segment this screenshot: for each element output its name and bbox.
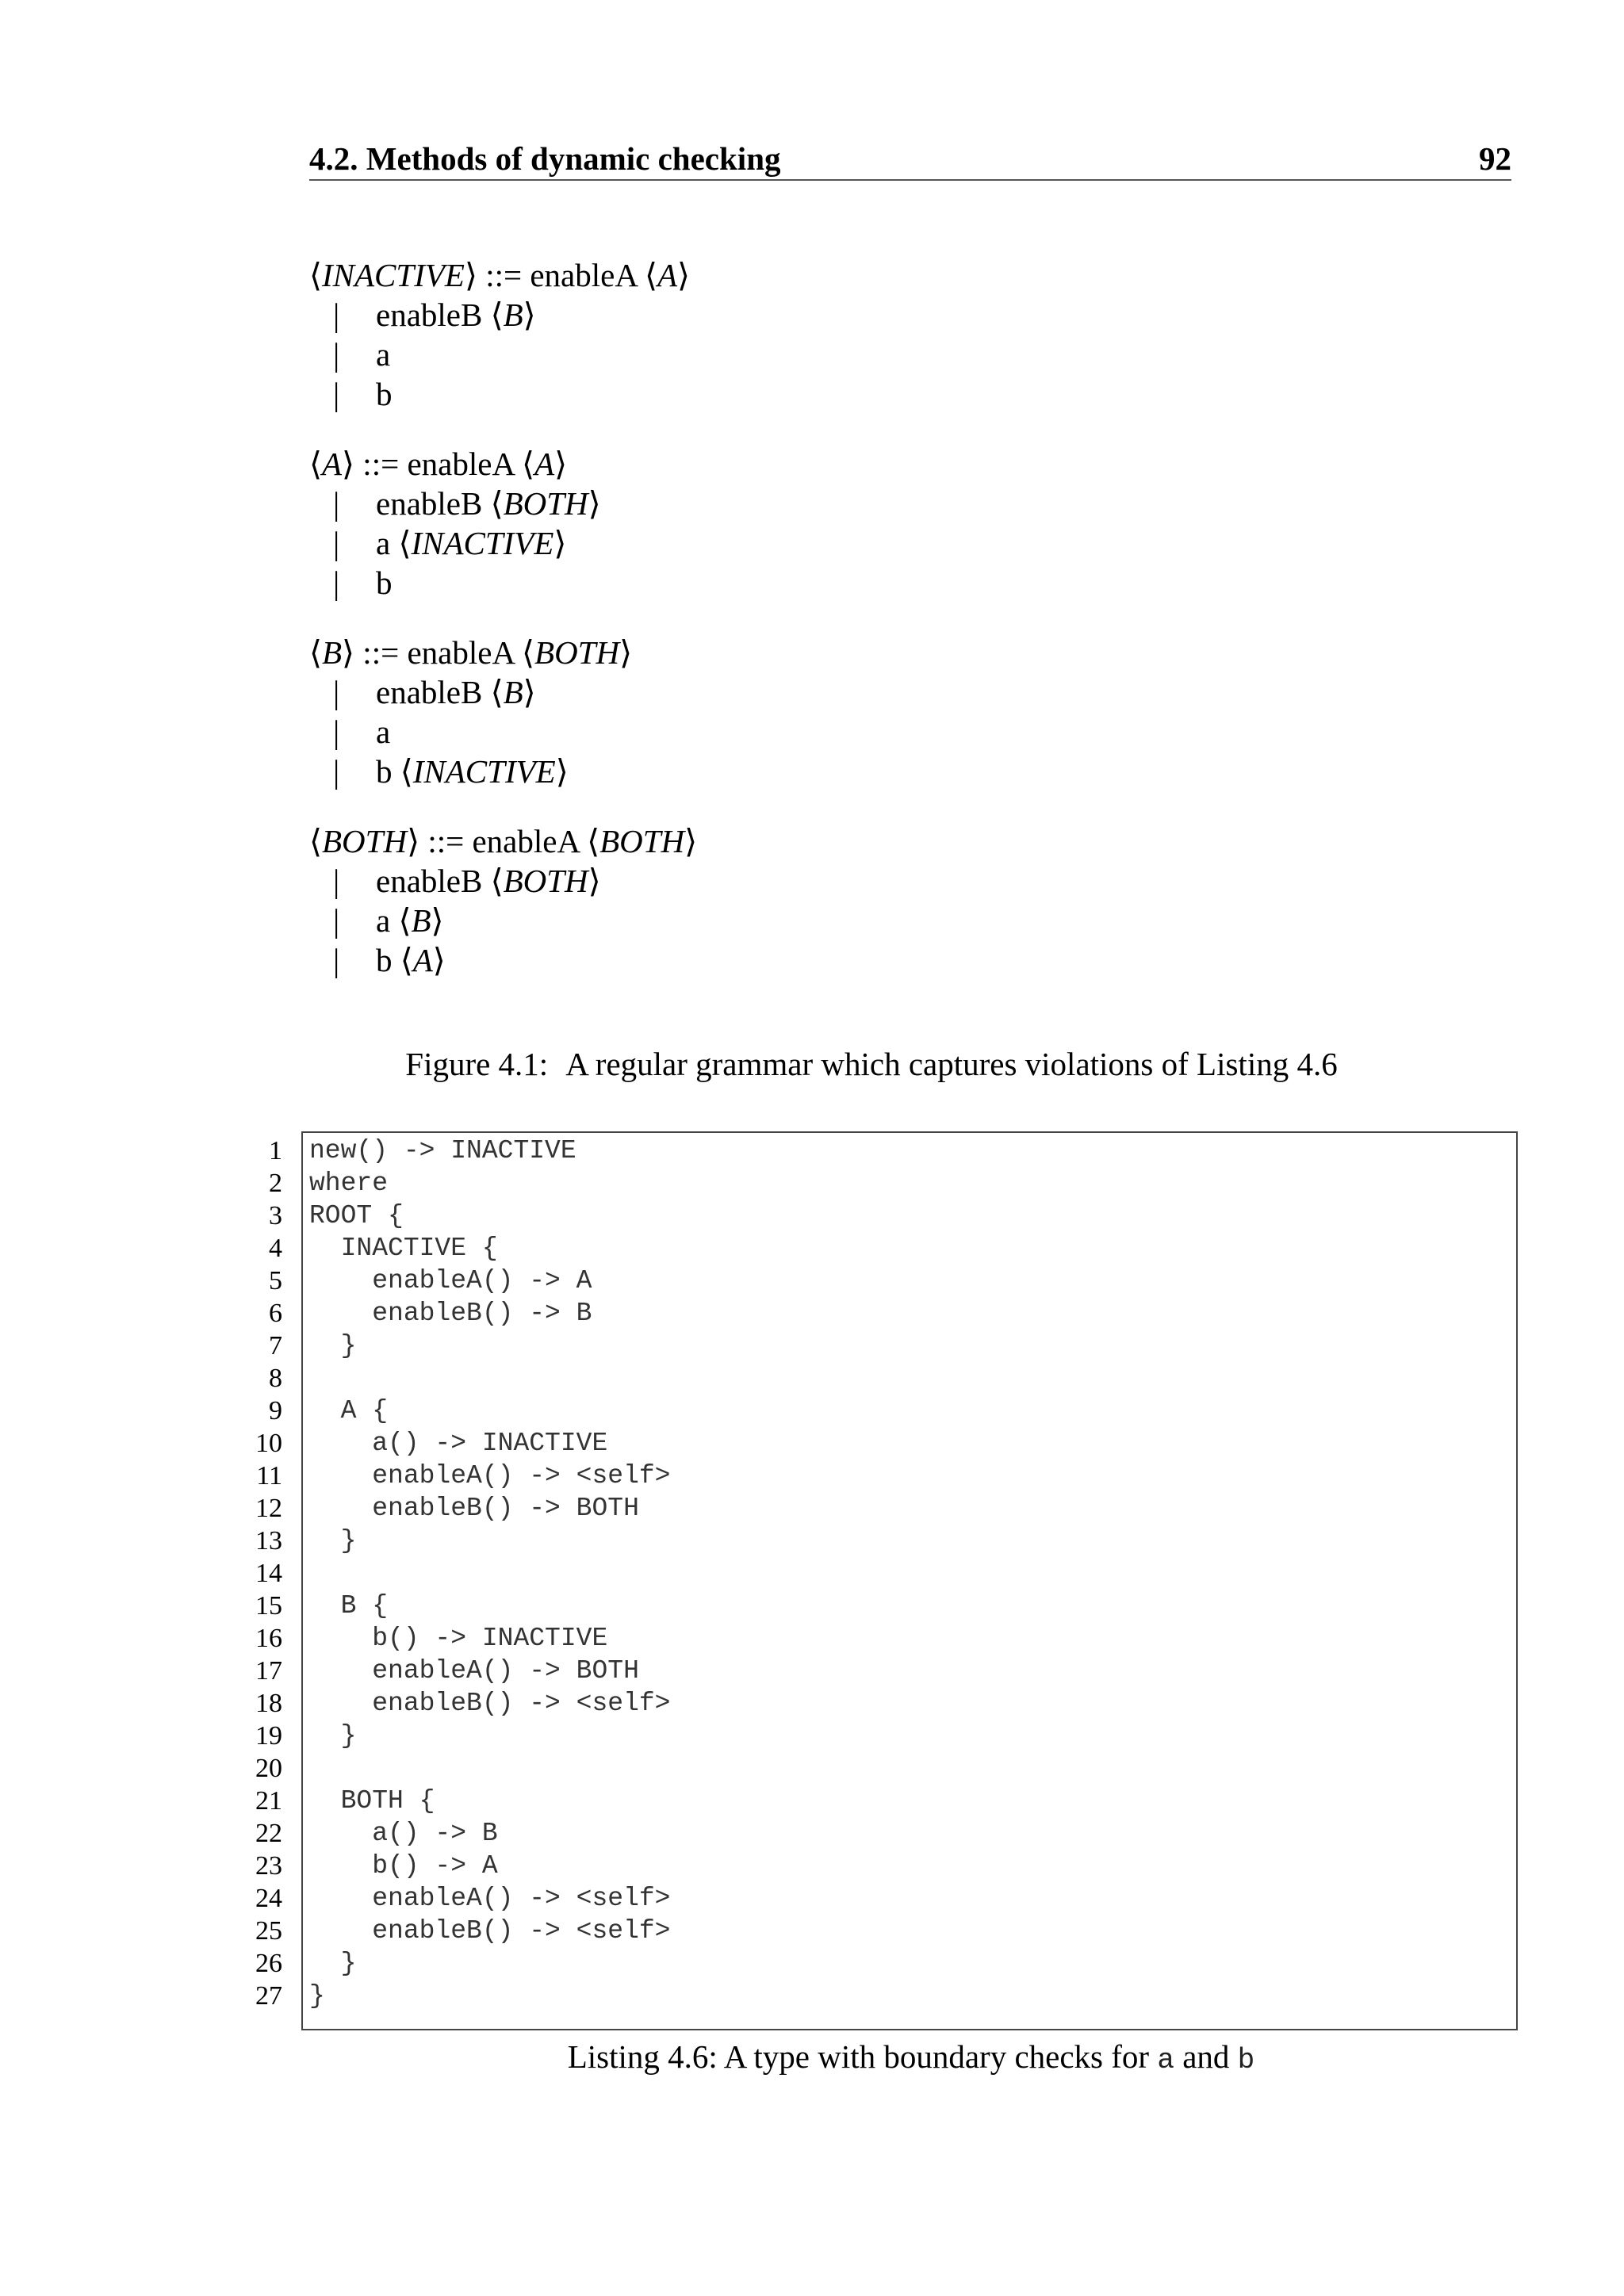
code-line: } xyxy=(309,1949,357,1978)
terminal: enableA xyxy=(407,446,514,482)
left-angle: ⟨ xyxy=(309,257,322,293)
code-line: enableA() -> <self> xyxy=(309,1884,671,1913)
line-number: 13 xyxy=(255,1526,282,1556)
listing-caption-text: Listing 4.6: A type with boundary checks for xyxy=(567,2038,1150,2075)
alternative-line xyxy=(309,861,697,901)
grammar-rule xyxy=(309,255,697,414)
alternative-bar: | xyxy=(333,942,340,978)
terminal: enableB xyxy=(376,485,483,522)
nonterminal-name: A xyxy=(412,942,433,978)
terminal: enableA xyxy=(530,257,637,293)
code-line: enableA() -> BOTH xyxy=(309,1656,639,1686)
listing-line-numbers xyxy=(238,1135,282,2012)
production-line: ⟨BOTH⟩ ::= enableA ⟨BOTH⟩ xyxy=(309,823,698,859)
code-line: a() -> INACTIVE xyxy=(309,1429,608,1458)
right-angle: ⟩ xyxy=(464,257,477,293)
code-line: enableB() -> BOTH xyxy=(309,1494,639,1523)
alternative-line xyxy=(309,484,697,523)
line-number: 6 xyxy=(269,1299,282,1328)
nonterminal xyxy=(400,942,446,978)
production-line: ⟨A⟩ ::= enableA ⟨A⟩ xyxy=(309,446,568,482)
line-number: 12 xyxy=(255,1494,282,1523)
right-angle: ⟩ xyxy=(342,446,355,482)
line-number: 21 xyxy=(255,1786,282,1816)
left-angle: ⟨ xyxy=(400,753,413,790)
line-number: 10 xyxy=(255,1429,282,1458)
alternative-line xyxy=(309,672,697,712)
rule-lhs xyxy=(309,823,419,859)
production-line: ⟨INACTIVE⟩ ::= enableA ⟨A⟩ xyxy=(309,257,690,293)
nonterminal-name: BOTH xyxy=(534,634,620,671)
line-number: 18 xyxy=(255,1689,282,1718)
rule-lhs xyxy=(309,446,354,482)
code-line xyxy=(309,1362,670,1395)
right-angle: ⟩ xyxy=(684,823,698,859)
nonterminal-name: B xyxy=(503,297,523,333)
nonterminal-name: B xyxy=(322,634,343,671)
terminal: enableA xyxy=(472,823,579,859)
alternative-bar: | xyxy=(333,525,340,561)
code-line: where xyxy=(309,1169,389,1198)
right-angle: ⟩ xyxy=(554,446,568,482)
terminal: enableA xyxy=(407,634,514,671)
left-angle: ⟨ xyxy=(644,257,657,293)
nonterminal xyxy=(587,823,697,859)
left-angle: ⟨ xyxy=(587,823,600,859)
line-number: 7 xyxy=(269,1331,282,1360)
code-line: enableB() -> B xyxy=(309,1299,592,1328)
code-line: BOTH { xyxy=(309,1786,435,1816)
line-number: 1 xyxy=(269,1136,282,1165)
right-angle: ⟩ xyxy=(432,942,446,978)
terminal: b xyxy=(376,753,393,790)
listing-caption-conj: and xyxy=(1182,2038,1230,2075)
code-line: enableB() -> <self> xyxy=(309,1689,671,1718)
terminal: a xyxy=(376,336,391,373)
right-angle: ⟩ xyxy=(407,823,420,859)
code-line: INACTIVE { xyxy=(309,1234,498,1263)
alternative-bar: | xyxy=(333,674,340,710)
code-a: a xyxy=(1157,2044,1174,2076)
nonterminal-name: B xyxy=(503,674,523,710)
line-number: 11 xyxy=(256,1461,282,1490)
line-number: 8 xyxy=(269,1364,282,1393)
line-number: 27 xyxy=(255,1981,282,2011)
alternative-bar: | xyxy=(333,485,340,522)
alternative-line xyxy=(309,901,697,940)
right-angle: ⟩ xyxy=(342,634,355,671)
code-line: } xyxy=(309,1526,357,1556)
code-line: enableB() -> <self> xyxy=(309,1916,671,1946)
nonterminal xyxy=(491,863,601,899)
code-line: ROOT { xyxy=(309,1201,404,1230)
left-angle: ⟨ xyxy=(309,823,322,859)
right-angle: ⟩ xyxy=(523,297,536,333)
terminal: a xyxy=(376,525,391,561)
nonterminal xyxy=(398,525,566,561)
right-angle: ⟩ xyxy=(555,753,569,790)
alternative-line xyxy=(309,374,697,414)
alternative-bar: | xyxy=(333,902,340,939)
terminal: a xyxy=(376,714,391,750)
terminal: enableB xyxy=(376,863,483,899)
listing-caption xyxy=(0,2038,1624,2076)
right-angle: ⟩ xyxy=(619,634,633,671)
left-angle: ⟨ xyxy=(490,863,504,899)
nonterminal-name: BOTH xyxy=(599,823,685,859)
code-b: b xyxy=(1237,2044,1255,2076)
terminal: enableB xyxy=(376,674,483,710)
line-number: 17 xyxy=(255,1656,282,1686)
line-number: 15 xyxy=(255,1591,282,1621)
nonterminal xyxy=(522,634,632,671)
alternative-bar: | xyxy=(333,753,340,790)
right-angle: ⟩ xyxy=(676,257,690,293)
right-angle: ⟩ xyxy=(553,525,567,561)
left-angle: ⟨ xyxy=(309,446,322,482)
line-number: 14 xyxy=(255,1559,282,1588)
nonterminal xyxy=(400,753,569,790)
left-angle: ⟨ xyxy=(490,485,504,522)
nonterminal-name: INACTIVE xyxy=(412,753,556,790)
line-number: 4 xyxy=(269,1234,282,1263)
nonterminal-name: BOTH xyxy=(503,485,588,522)
nonterminal xyxy=(491,485,601,522)
nonterminal-name: A xyxy=(657,257,677,293)
line-number: 24 xyxy=(255,1884,282,1913)
alternative-bar: | xyxy=(333,564,340,601)
code-line: enableA() -> A xyxy=(309,1266,592,1295)
code-line: B { xyxy=(309,1591,389,1621)
nonterminal-name: B xyxy=(411,902,431,939)
line-number: 9 xyxy=(269,1396,282,1425)
nonterminal-name: A xyxy=(534,446,555,482)
code-line: } xyxy=(309,1331,357,1360)
left-angle: ⟨ xyxy=(490,674,504,710)
terminal: b xyxy=(376,942,393,978)
line-number: 23 xyxy=(255,1851,282,1881)
nonterminal-name: BOTH xyxy=(503,863,588,899)
left-angle: ⟨ xyxy=(522,634,535,671)
left-angle: ⟨ xyxy=(490,297,504,333)
terminal: enableB xyxy=(376,297,483,333)
alternative-bar: | xyxy=(333,297,340,333)
left-angle: ⟨ xyxy=(522,446,535,482)
line-number: 20 xyxy=(255,1754,282,1783)
rule-lhs xyxy=(309,634,354,671)
line-number: 19 xyxy=(255,1721,282,1751)
nonterminal-name: INACTIVE xyxy=(322,257,465,293)
nonterminal xyxy=(491,674,536,710)
alternative-bar: | xyxy=(333,863,340,899)
code-line: a() -> B xyxy=(309,1819,498,1848)
line-number: 2 xyxy=(269,1169,282,1198)
right-angle: ⟩ xyxy=(431,902,444,939)
terminal: a xyxy=(376,902,391,939)
terminal: b xyxy=(376,564,393,601)
grammar-rule xyxy=(309,821,697,980)
nonterminal-name: BOTH xyxy=(322,823,408,859)
figure-caption xyxy=(0,1045,1624,1083)
rule-lhs xyxy=(309,257,477,293)
alternative-line xyxy=(309,563,697,603)
code-line: enableA() -> <self> xyxy=(309,1461,671,1490)
alternative-line xyxy=(309,940,697,980)
right-angle: ⟩ xyxy=(523,674,536,710)
grammar-rule xyxy=(309,444,697,603)
code-listing xyxy=(309,1135,670,2012)
line-number: 3 xyxy=(269,1201,282,1230)
running-header xyxy=(309,135,1511,181)
right-angle: ⟩ xyxy=(588,485,601,522)
line-number: 5 xyxy=(269,1266,282,1295)
left-angle: ⟨ xyxy=(309,634,322,671)
nonterminal xyxy=(645,257,690,293)
figure-label: Figure 4.1: xyxy=(405,1046,549,1082)
grammar-rule xyxy=(309,633,697,791)
alternative-bar: | xyxy=(333,376,340,412)
line-number: 26 xyxy=(255,1949,282,1978)
alternative-bar: | xyxy=(333,714,340,750)
grammar-figure xyxy=(309,255,697,980)
line-number: 25 xyxy=(255,1916,282,1946)
terminal: b xyxy=(376,376,393,412)
code-line: } xyxy=(309,1721,357,1751)
nonterminal-name: A xyxy=(322,446,343,482)
alternative-line xyxy=(309,295,697,335)
left-angle: ⟨ xyxy=(398,902,412,939)
code-line xyxy=(309,1752,670,1785)
line-number: 16 xyxy=(255,1624,282,1653)
code-line: A { xyxy=(309,1396,389,1425)
code-line: b() -> INACTIVE xyxy=(309,1624,608,1653)
section-title: 4.2. Methods of dynamic checking xyxy=(309,140,781,177)
alternative-line xyxy=(309,752,697,791)
left-angle: ⟨ xyxy=(400,942,413,978)
production-line: ⟨B⟩ ::= enableA ⟨BOTH⟩ xyxy=(309,634,633,671)
page-number: 92 xyxy=(1479,140,1511,177)
alternative-line xyxy=(309,712,697,752)
alternative-line xyxy=(309,523,697,563)
line-number: 22 xyxy=(255,1819,282,1848)
nonterminal-name: INACTIVE xyxy=(411,525,554,561)
figure-caption-text: A regular grammar which captures violations of Listing 4.6 xyxy=(565,1046,1338,1082)
nonterminal xyxy=(491,297,536,333)
nonterminal xyxy=(398,902,443,939)
code-line: new() -> INACTIVE xyxy=(309,1136,576,1165)
code-line: } xyxy=(309,1981,325,2011)
left-angle: ⟨ xyxy=(398,525,412,561)
nonterminal xyxy=(522,446,567,482)
alternative-bar: | xyxy=(333,336,340,373)
right-angle: ⟩ xyxy=(588,863,601,899)
alternative-line xyxy=(309,335,697,374)
code-line xyxy=(309,1557,670,1590)
code-line: b() -> A xyxy=(309,1851,498,1881)
